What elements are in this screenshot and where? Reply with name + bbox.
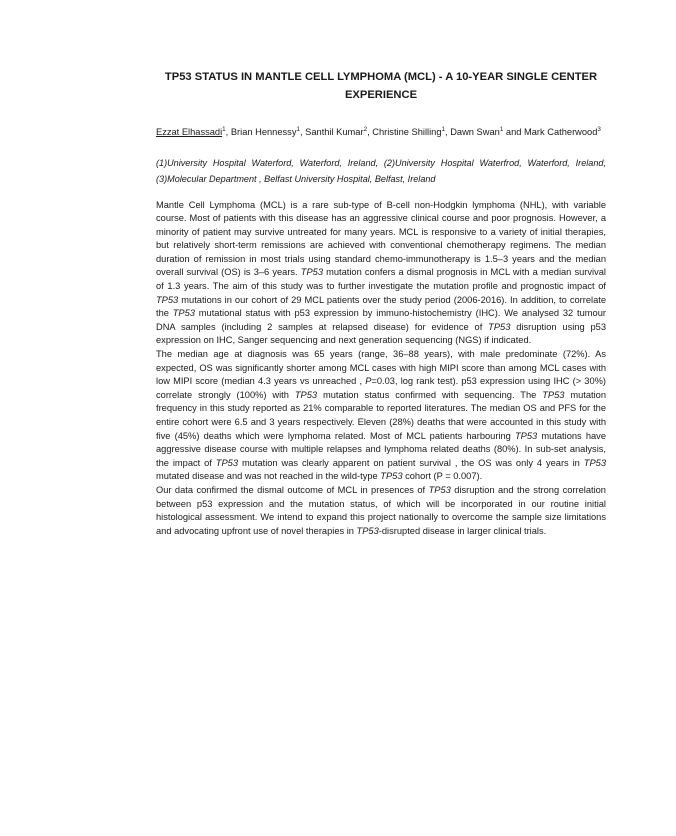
author-affiliation-number: 3 [597, 125, 601, 133]
text-run: Our data confirmed the dismal outcome of MCL in presences of [156, 484, 429, 495]
italic-term: TP53 [542, 389, 565, 400]
abstract-paragraph [156, 199, 606, 349]
author-separator: , [445, 127, 451, 137]
italic-term: TP53 [156, 294, 179, 305]
italic-term: TP53 [294, 389, 318, 400]
italic-term: TP53 [428, 484, 451, 495]
text-run: =0.03, log rank test). p53 expression using IHC (> 30%) correlate strongly (100%) with [156, 376, 606, 400]
italic-term: P [365, 376, 372, 387]
text-run: Mantle Cell Lymphoma (MCL) is a rare sub-type of B-cell non-Hodgkin lymphoma (NHL), with variable course. Most of patients with this disease has an aggressive clinical course and poor prognosis. However, a minority of patient may survive untreated for many years. MCL is responsive to a variety of initial therapies, but relatively short-term remissions are achieved with conventional chemotherapy regimens. The median duration of remission in most trials using standard chemo-immunotherapy is 1.5–3 years and the median overall survival (OS) is 3–6 years. [156, 199, 606, 278]
italic-term: TP53 [172, 308, 195, 319]
document-page [156, 68, 606, 538]
text-run: -disrupted disease in larger clinical trials. [378, 525, 547, 536]
author-separator: , [225, 127, 231, 137]
author-affiliation-number: 1 [441, 125, 446, 133]
italic-term: TP53 [488, 321, 511, 332]
author-affiliation-number: 1 [499, 125, 504, 133]
text-run: mutation was clearly apparent on patient survival , the OS was only 4 years in [238, 457, 584, 468]
paper-title: TP53 STATUS IN MANTLE CELL LYMPHOMA (MCL) - A 10-YEAR SINGLE CENTER EXPERIENCE [164, 71, 598, 101]
author-list [156, 126, 606, 139]
author-name: Brian Hennessy [230, 127, 297, 137]
author-name: Christine Shilling [372, 127, 442, 137]
text-run: The median age at diagnosis was 65 years (range, 36–88 years), with male predominate (72%). As expected, OS was significantly shorter among MCL cases with high MIPI score than among MCL cases with low MIPI score (median 4.3 years vs unreached , [156, 349, 606, 387]
author-affiliation-number: 1 [222, 125, 226, 133]
italic-term: TP53 [356, 525, 379, 536]
italic-term: TP53 [515, 430, 538, 441]
author-affiliation-number: 1 [296, 125, 300, 133]
italic-term: TP53 [380, 471, 403, 482]
text-run: disruption and the strong correlation between p53 expression and the mutation status, of which will be incorporated in our routine initial histological assessment. We intend to expand this project nationally to overcome the sample size limitations and advocating upfront use of novel therapies in [156, 484, 606, 536]
author-separator: , [367, 127, 373, 137]
text-run: mutation frequency in this study reported as 21% comparable to reported literatures. The median OS and PFS for the entire cohort were 6.5 and 3 years respectively. Eleven (28%) deaths that were accounted in this study with five (45%) deaths which were lymphoma related. Most of MCL patients harbouring [156, 389, 606, 441]
text-run: disruption using p53 expression on IHC, Sanger sequencing and next generation sequencing (NGS) if indicated. [156, 321, 606, 346]
author-separator: , [300, 127, 306, 137]
text-run: cohort (P = 0.007). [402, 471, 483, 482]
author-name: Ezzat Elhassadi [156, 127, 223, 137]
author-name: Santhil Kumar [305, 127, 364, 137]
affiliations: (1)University Hospital Waterford, Waterford, Ireland, (2)University Hospital Waterfrod, Waterford, Ireland, (3)Molecular Department , Belfast University Hospital, Belfast, Ireland [156, 157, 606, 184]
text-run: mutation confers a dismal prognosis in MCL with a median survival of 1.3 years. The aim of this study was to further investigate the mutation profile and prognostic impact of [156, 267, 606, 292]
italic-term: TP53 [583, 457, 606, 468]
author-name: Mark Catherwood [524, 127, 598, 137]
author-separator: and [503, 127, 525, 137]
author-affiliation-number: 2 [363, 125, 368, 133]
text-run: mutational status with p53 expression by immuno-histochemistry (IHC). We analysed 32 tumour DNA samples (including 2 samples at relapsed disease) for evidence of [156, 308, 606, 332]
text-run: mutations have aggressive disease course with multiple relapses and lymphoma related deaths (80%). In sub-set analysis, the impact of [156, 430, 607, 468]
text-run: mutations in our cohort of 29 MCL patients over the study period (2006-2016). In addition, to correlate the [156, 294, 606, 319]
text-run: mutated disease and was not reached in the wild-type [156, 471, 381, 482]
abstract-paragraph [156, 348, 606, 484]
italic-term: TP53 [300, 267, 323, 278]
abstract-paragraph [156, 484, 606, 538]
abstract-body [156, 199, 606, 539]
italic-term: TP53 [215, 457, 239, 468]
author-name: Dawn Swan [450, 127, 500, 137]
text-run: mutation status confirmed with sequencing. The [317, 389, 543, 400]
